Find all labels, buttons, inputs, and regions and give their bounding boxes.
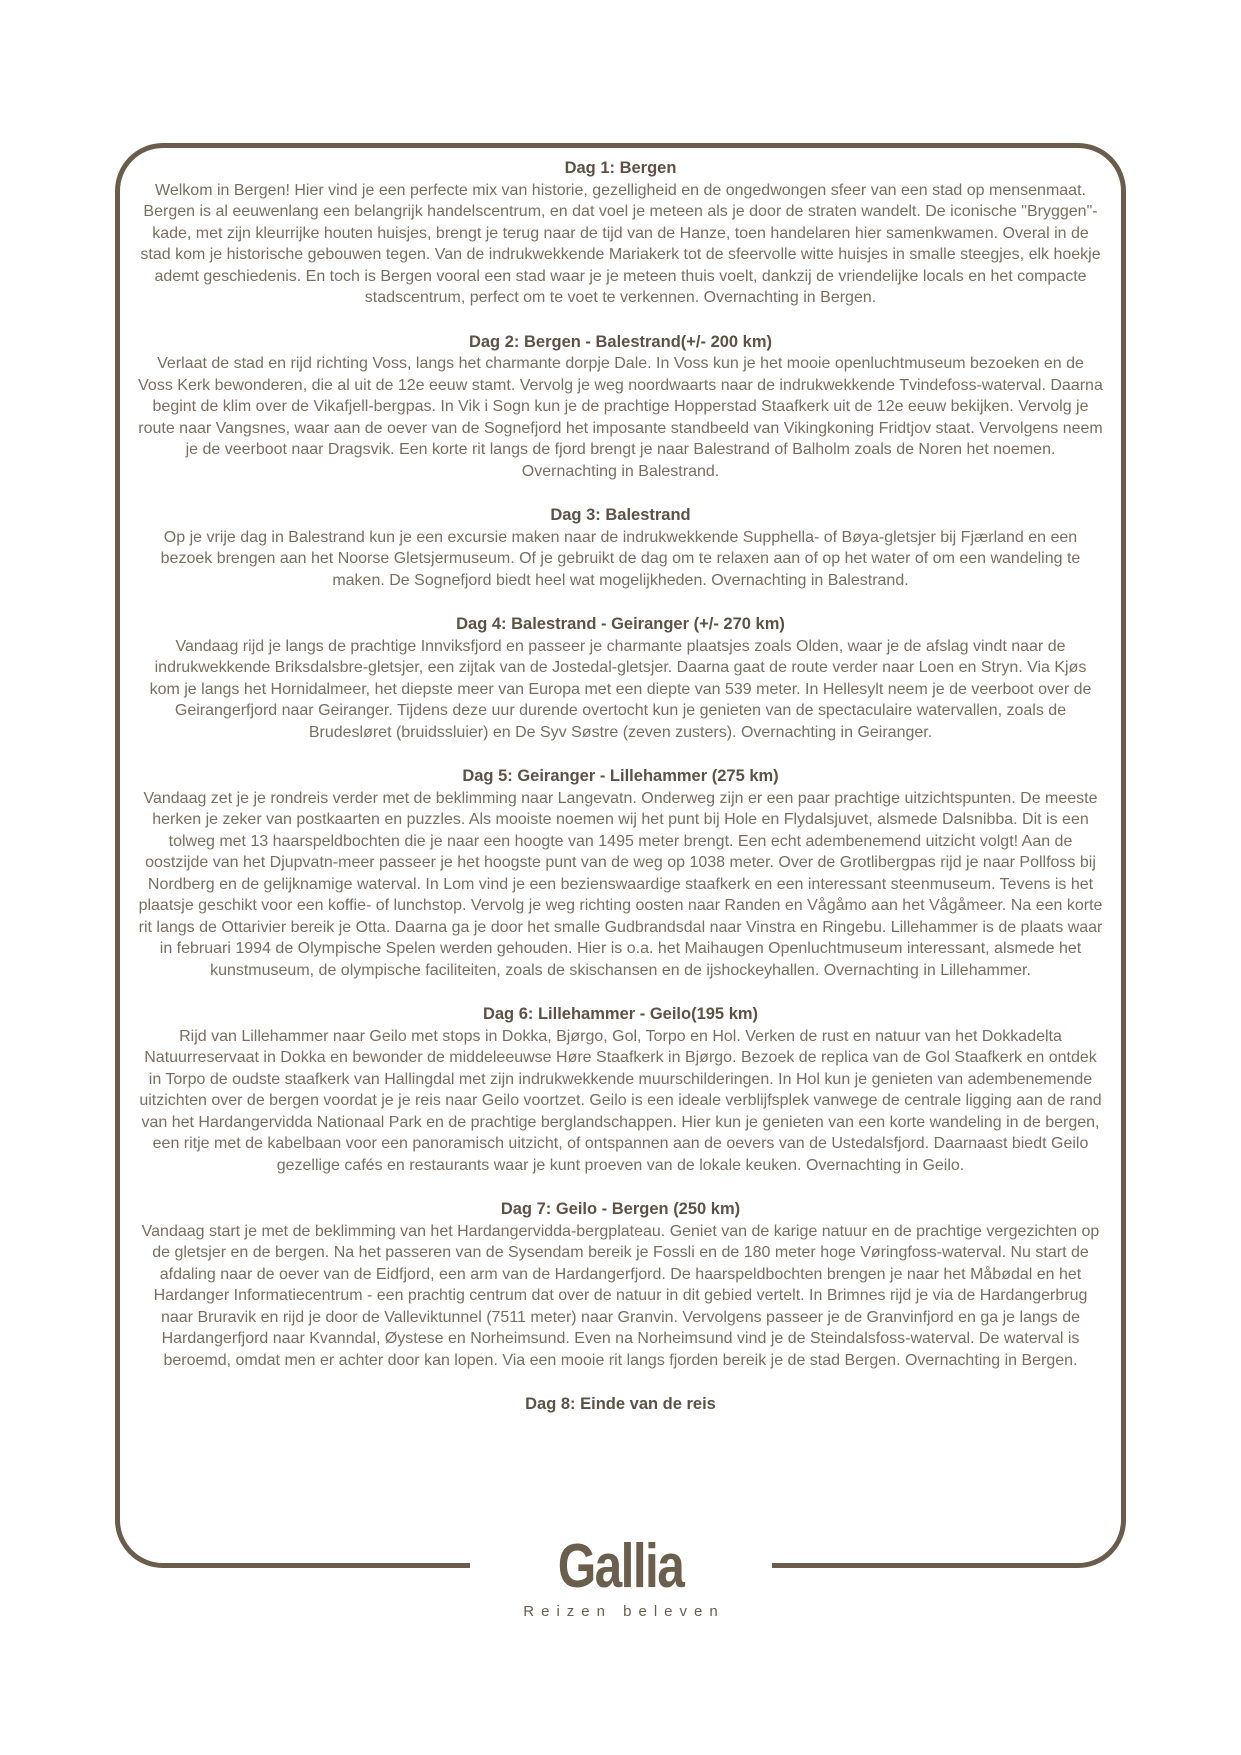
day-section-8 (138, 1394, 1103, 1416)
day-title: Dag 7: Geilo - Bergen (250 km) (500, 1200, 741, 1218)
gallia-logo-tagline: Reizen beleven (523, 1603, 725, 1620)
day-section-1 (138, 158, 1103, 309)
day-body: Welkom in Bergen! Hier vind je een perfecte mix van historie, gezelligheid en de ongedwongen sfeer van een stad op mensenmaat. Bergen is al eeuwenlang een belangrijk handelscentrum, en dat voel je meteen als je door de straten wandelt. De iconische "Bryggen"-kade, met zijn kleurrijke houten huisjes, brengt je terug naar de tijd van de Hanze, toen handelaren hier samenkwamen. Overal in de stad kom je historische gebouwen tegen. Van de indrukwekkende Mariakerk tot de sfeervolle witte huisjes in smalle steegjes, elk hoekje ademt geschiedenis. En toch is Bergen vooral een stad waar je je meteen thuis voelt, dankzij de vriendelijke locals en het compacte stadscentrum, perfect om te voet te verkennen. Overnachting in Bergen. (140, 181, 1101, 306)
day-section-4 (138, 614, 1103, 743)
day-body: Verlaat de stad en rijd richting Voss, langs het charmante dorpje Dale. In Voss kun je het mooie openluchtmuseum bezoeken en de Voss Kerk bewonderen, die al uit de 12e eeuw stamt. Vervolg je weg noordwaarts naar de indrukwekkende Tvindefoss-waterval. Daarna begint de klim over de Vikafjell-bergpas. In Vik i Sogn kun je de prachtige Hopperstad Staafkerk uit de 12e eeuw bekijken. Vervolg je route naar Vangsnes, waar aan de oever van de Sognefjord het imposante standbeeld van Vikingkoning Fridtjov staat. Vervolgens neem je de veerboot naar Dragsvik. Een korte rit langs de fjord brengt je naar Balestrand of Balholm zoals de Noren het noemen. Overnachting in Balestrand. (138, 355, 1103, 480)
day-title: Dag 2: Bergen - Balestrand(+/- 200 km) (468, 332, 773, 351)
day-body: Vandaag start je met de beklimming van het Hardangervidda-bergplateau. Geniet van de karige natuur en de prachtige vergezichten op de gletsjer en de bergen. Na het passeren van de Sysendam bereik je Fossli en de 180 meter hoge Vøringfoss-waterval. Nu start de afdaling naar de oever van de Eidfjord, een arm van de Hardangerfjord. De haarspeldbochten brengen je naar het Måbødal en het Hardanger Informatiecentrum - een prachtig centrum dat over de natuur in dit gebied vertelt. In Brimnes rijd je via de Hardangerbrug naar Bruravik en rijd je door de Valleviktunnel (7511 meter) naar Granvin. Vervolgens passeer je de Granvinfjord en ga je langs de Hardangerfjord naar Kvanndal, Øystese en Norheimsund. Even na Norheimsund vind je de Steindalsfoss-waterval. De waterval is beroemd, omdat men er achter door kan lopen. Via een mooie rit langs fjorden bereik je de stad Bergen. Overnachting in Bergen. (141, 1222, 1100, 1369)
day-section-5 (138, 766, 1103, 981)
day-section-3 (138, 505, 1103, 591)
day-title: Dag 4: Balestrand - Geiranger (+/- 270 km) (456, 615, 785, 633)
gallia-logo-wordmark: Gallia (557, 1532, 684, 1601)
day-section-6 (138, 1004, 1103, 1176)
day-body: Rijd van Lillehammer naar Geilo met stops in Dokka, Bjørgo, Gol, Torpo en Hol. Verken de rust en natuur van het Dokkadelta Natuurreservaat in Dokka en bewonder de middeleeuwse Høre Staafkerk in Bjørgo. Bezoek de replica van de Gol Staafkerk en ontdek in Torpo de oudste staafkerk van Hallingdal met zijn indrukwekkende muurschilderingen. In Hol kun je genieten van adembenemende uitzichten over de bergen voordat je je reis naar Geilo voortzet. Geilo is een ideale verblijfsplek vanwege de centrale ligging aan de rand van het Hardangervidda Nationaal Park en de prachtige berglandschappen. Hier kun je genieten van een korte wandeling in de bergen, een ritje met de kabelbaan voor een panoramisch uitzicht, of ontspannen aan de oevers van de Ustedalsfjord. Daarnaast biedt Geilo gezellige cafés en restaurants waar je kunt proeven van de lokale keuken. Overnachting in Geilo. (139, 1027, 1102, 1174)
day-section-7 (138, 1199, 1103, 1371)
day-title: Dag 3: Balestrand (550, 506, 691, 524)
day-title: Dag 5: Geiranger - Lillehammer (275 km) (462, 767, 779, 785)
day-title: Dag 6: Lillehammer - Geilo(195 km) (482, 1005, 759, 1023)
day-title: Dag 8: Einde van de reis (525, 1395, 716, 1413)
day-title: Dag 1: Bergen (564, 159, 677, 177)
day-body: Vandaag rijd je langs de prachtige Innviksfjord en passeer je charmante plaatsjes zoals Olden, waar je de afslag vindt naar de indrukwekkende Briksdalsbre-gletsjer, een zijtak van de Jostedal-gletsjer. Daarna gaat de route verder naar Loen en Stryn. Via Kjøs kom je langs het Hornidalmeer, het diepste meer van Europa met een diepte van 539 meter. In Hellesylt neem je de veerboot over de Geirangerfjord naar Geiranger. Tijdens deze uur durende overtocht kun je genieten van de spectaculaire watervallen, zoals de Brudesløret (bruidssluier) en De Syv Søstre (zeven zusters). Overnachting in Geiranger. (149, 637, 1092, 741)
day-body: Vandaag zet je je rondreis verder met de beklimming naar Langevatn. Onderweg zijn er een paar prachtige uitzichtspunten. De meeste herken je zeker van postkaarten en puzzles. Als mooiste noemen wij het punt bij Hole en Flydalsjuvet, alsmede Dalsnibba. Dit is een tolweg met 13 haarspeldbochten die je naar een hoogte van 1495 meter brengt. Een echt adembenemend uitzicht volgt! Aan de oostzijde van het Djupvatn-meer passeer je het hoogste punt van de weg op 1038 meter. Over de Grotlibergpas rijd je naar Pollfoss bij Nordberg en de gelijknamige waterval. In Lom vind je een bezienswaardige staafkerk en een interessant steenmuseum. Tevens is het plaatsje geschikt voor een koffie- of lunchstop. Vervolg je weg richting oosten naar Randen en Vågåmo aan het Vågåmeer. Na een korte rit langs de Ottarivier bereik je Otta. Daarna ga je door het smalle Gudbrandsdal naar Vinstra en Ringebu. Lillehammer is de plaats waar in februari 1994 de Olympische Spelen werden gehouden. Hier is o.a. het Maihaugen Openluchtmuseum interessant, alsmede het kunstmuseum, de olympische faciliteiten, zoals de skischansen en de ijshockeyhallen. Overnachting in Lillehammer. (138, 789, 1103, 979)
itinerary-sheet (115, 143, 1126, 1568)
gallia-logo (470, 1534, 772, 1626)
day-body: Op je vrije dag in Balestrand kun je een excursie maken naar de indrukwekkende Supphella- of Bøya-gletsjer bij Fjærland en een bezoek brengen aan het Noorse Gletsjermuseum. Of je gebruikt de dag om te relaxen aan of op het water of om een wandeling te maken. De Sognefjord biedt heel wat mogelijkheden. Overnachting in Balestrand. (160, 528, 1081, 589)
day-section-2 (138, 332, 1103, 483)
